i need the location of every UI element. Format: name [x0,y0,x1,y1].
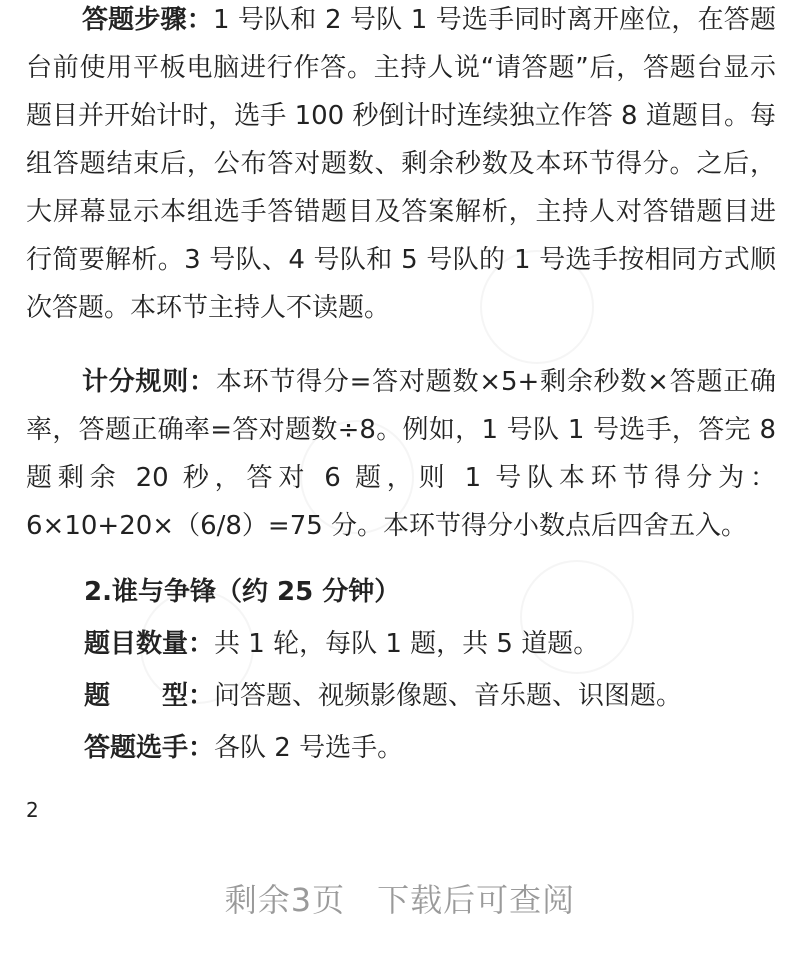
question-count-line [84,620,599,668]
remaining-pages-text: 剩余3页 [224,881,346,919]
scoring-rules-paragraph [26,358,776,550]
question-type-line [84,672,682,720]
question-type-label: 题 型： [84,681,215,711]
answer-steps-text: 1 号队和 2 号队 1 号选手同时离开座位，在答题台前使用平板电脑进行作答。主持人说“请答题”后，答题台显示题目并开始计时，选手 100 秒倒计时连续独立作答 8 道题目。每组答题结束后，公布答对题数、剩余秒数及本环节得分。之后，大屏幕显示本组选手答错题目及答案解析，主持人对答错题目进行简要解析。3 号队、4 号队和 5 号队的 1 号选手按相同方式顺次答题。本环节主持人不读题。 [26,5,776,323]
scoring-rules-label: 计分规则： [82,367,216,397]
question-type-text: 问答题、视频影像题、音乐题、识图题。 [214,681,683,711]
remaining-pages-banner[interactable] [0,870,800,930]
question-count-label: 题目数量： [84,629,215,659]
question-count-text: 共 1 轮，每队 1 题，共 5 道题。 [214,629,600,659]
download-to-view-text: 下载后可查阅 [377,881,576,919]
answer-steps-paragraph [26,0,776,332]
answer-player-line [84,724,403,772]
answer-steps-label: 答题步骤： [82,5,213,35]
answer-player-text: 各队 2 号选手。 [214,733,404,763]
scoring-rules-text: 本环节得分=答对题数×5+剩余秒数×答题正确率，答题正确率=答对题数÷8。例如，1 号队 1 号选手，答完 8 题剩余 20 秒，答对 6 题，则 1 号队本环节得分为：6×10+20×（6/8）=75 分。本环节得分小数点后四舍五入。 [26,367,776,541]
answer-player-label: 答题选手： [84,733,215,763]
page-number: 2 [26,798,39,822]
section-title: 2.谁与争锋（约 25 分钟） [84,577,401,607]
